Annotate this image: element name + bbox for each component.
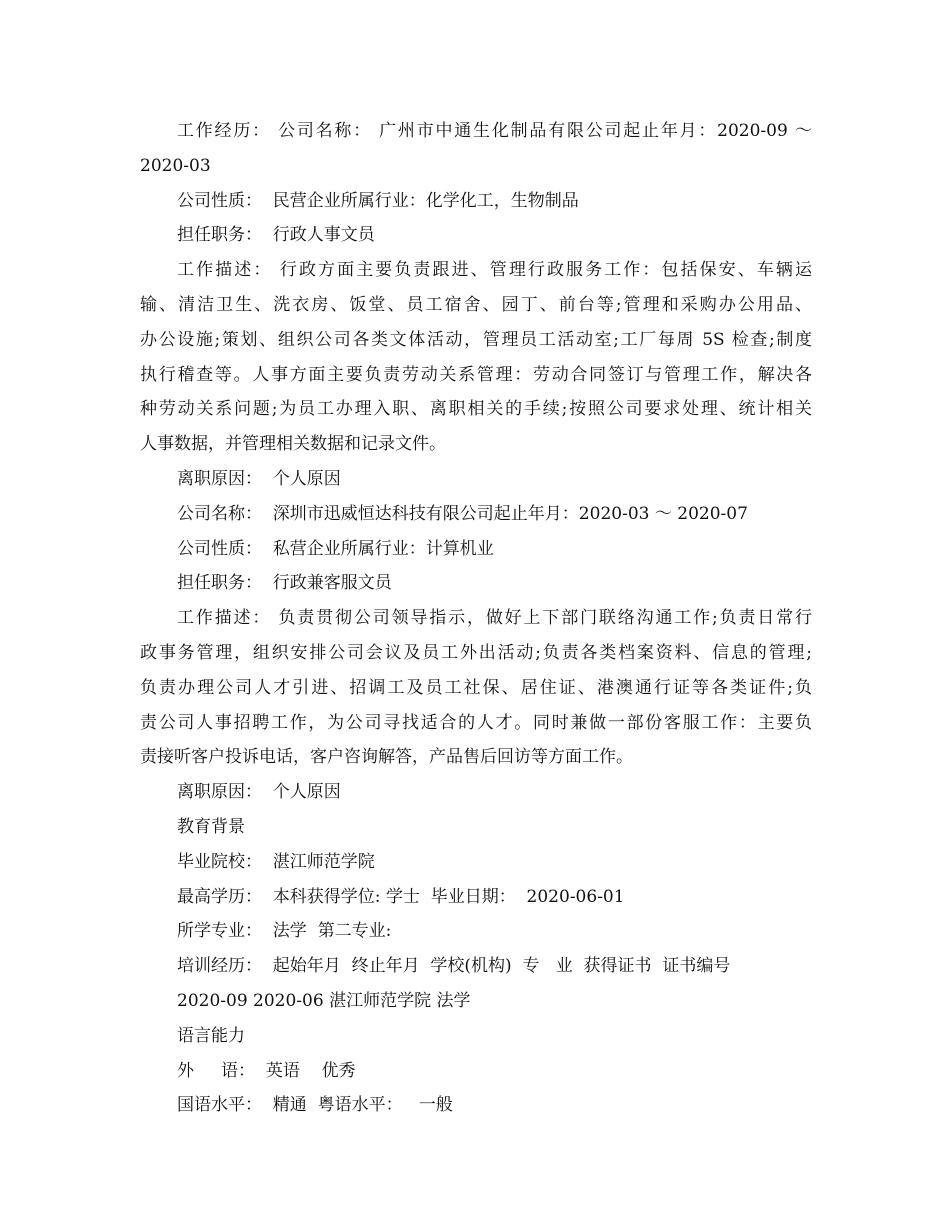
text-line: 执行稽查等。人事方面主要负责劳动关系管理：劳动合同签订与管理工作，解决各 [140,364,812,385]
text-line: 离职原因： 个人原因 [177,782,341,803]
text-line: 2020-09 2020-06 湛江师范学院 法学 [177,990,471,1011]
text-line: 公司性质： 民营企业所属行业：化学化工，生物制品 [177,190,579,211]
text-line: 工作描述： 行政方面主要负责跟进、管理行政服务工作：包括保安、车辆运 [177,260,812,281]
text-line: 国语水平： 精通 粤语水平： 一般 [177,1095,453,1116]
text-line: 最高学历： 本科获得学位: 学士 毕业日期： 2020-06-01 [177,886,625,907]
text-line: 担任职务： 行政人事文员 [177,225,375,246]
text-line: 所学专业： 法学 第二专业: [177,921,392,942]
text-line: 办公设施;策划、组织公司各类文体活动，管理员工活动室;工厂每周 5S 检查;制度 [140,329,812,350]
resume-text-body [140,114,812,1123]
text-line: 工作经历： 公司名称： 广州市中通生化制品有限公司起止年月：2020-09 ～ [177,121,812,141]
text-line: 责接听客户投诉电话，客户咨询解答，产品售后回访等方面工作。 [140,747,633,768]
text-line: 外 语： 英语 优秀 [177,1060,356,1081]
text-line: 公司名称： 深圳市迅威恒达科技有限公司起止年月：2020-03 ～ 2020-07 [177,503,748,524]
text-line: 负责办理公司人才引进、招调工及员工社保、居住证、港澳通行证等各类证件;负 [140,677,812,698]
text-line: 责公司人事招聘工作，为公司寻找适合的人才。同时兼做一部份客服工作：主要负 [140,712,812,733]
text-line: 培训经历： 起始年月 终止年月 学校(机构) 专 业 获得证书 证书编号 [177,956,731,977]
text-line: 种劳动关系问题;为员工办理入职、离职相关的手续;按照公司要求处理、统计相关 [140,399,812,420]
text-line: 工作描述： 负责贯彻公司领导指示，做好上下部门联络沟通工作;负责日常行 [177,608,812,629]
text-line: 离职原因： 个人原因 [177,468,341,489]
text-line: 毕业院校： 湛江师范学院 [177,851,375,872]
resume-page [140,114,812,1123]
text-line: 教育背景 [177,816,245,837]
text-line: 人事数据，并管理相关数据和记录文件。 [140,434,446,455]
text-line: 公司性质： 私营企业所属行业：计算机业 [177,538,494,559]
text-line: 2020-03 [140,155,211,176]
text-line: 语言能力 [177,1025,245,1046]
text-line: 担任职务： 行政兼客服文员 [177,573,392,594]
text-line: 输、清洁卫生、洗衣房、饭堂、员工宿舍、园丁、前台等;管理和采购办公用品、 [140,294,812,315]
text-line: 政事务管理，组织安排公司会议及员工外出活动;负责各类档案资料、信息的管理; [140,642,812,663]
